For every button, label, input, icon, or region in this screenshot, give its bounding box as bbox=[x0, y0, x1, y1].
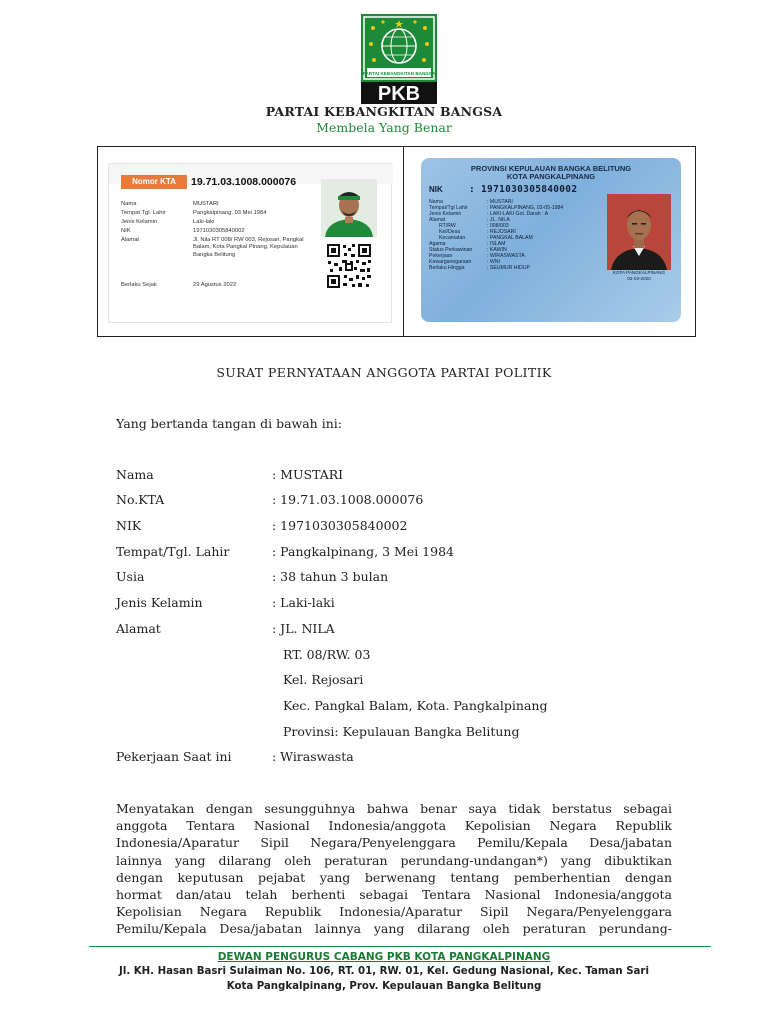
field-label: Jenis Kelamin bbox=[116, 595, 203, 610]
kta-row bbox=[121, 219, 321, 226]
ktp-row-key: RT/RW bbox=[439, 223, 456, 229]
statement-line: anggota Tentara Nasional Indonesia/anggota Kepolisian Negara Republik bbox=[116, 818, 672, 834]
field-value: : 19.71.03.1008.000076 bbox=[272, 492, 424, 507]
ktp-row-key: Jenis Kelamin bbox=[429, 211, 462, 217]
ktp-row bbox=[429, 265, 609, 271]
kta-row-key: Jenis Kelamin bbox=[121, 219, 158, 225]
address-line: RT. 08/RW. 03 bbox=[283, 647, 371, 662]
kta-row bbox=[121, 228, 321, 235]
ktp-row-value: : JL. NILA bbox=[487, 217, 510, 223]
statement-line: hormat dan/atau telah berhenti sebagai Tentara Nasional Indonesia/anggota bbox=[116, 887, 672, 903]
ktp-row-key: Kewarganegaraan bbox=[429, 259, 472, 265]
ktp-row-value: : SEUMUR HIDUP bbox=[487, 265, 530, 271]
ktp-row-key: Pekerjaan bbox=[429, 253, 453, 259]
ktp-row-key: Berlaku Hingga bbox=[429, 265, 465, 271]
statement-line: Indonesia/Aparatur Sipil Negara/Penyelenggara Pemilu/Kepala Desa/jabatan bbox=[116, 835, 672, 851]
party-slogan: Membela Yang Benar bbox=[316, 120, 452, 135]
kta-row-value: Pangkalpinang, 03 Mei 1984 bbox=[193, 210, 267, 216]
kta-row-key: Berlaku Sejak bbox=[121, 282, 157, 288]
address-line: Provinsi: Kepulauan Bangka Belitung bbox=[283, 724, 520, 739]
kta-row-value: Jl. Nila RT 008/ RW 003, Rejosari, Pangkal Balam, Kota Pangkal Pinang, Kepulauan Bangka Belitung bbox=[193, 237, 304, 258]
kta-label: Nomor KTA bbox=[121, 175, 187, 189]
kta-row-key: Alamat bbox=[121, 237, 140, 243]
field-label: Alamat bbox=[116, 621, 161, 636]
ktp-row-key: Kel/Desa bbox=[439, 229, 461, 235]
ktp-row-value: : MUSTARI bbox=[487, 199, 513, 205]
ktp-row-value: : REJOSARI bbox=[487, 229, 516, 235]
ktp-row-key: Alamat bbox=[429, 217, 446, 223]
document-title: SURAT PERNYATAAN ANGGOTA PARTAI POLITIK bbox=[216, 365, 552, 380]
statement-line: lainnya yang dilarang oleh peraturan perundang-undangan*) yang dibuktikan bbox=[116, 852, 672, 868]
kta-row bbox=[121, 210, 321, 217]
footer-address-line2: Kota Pangkalpinang, Prov. Kepulauan Bangka Belitung bbox=[226, 981, 542, 992]
ktp-card bbox=[421, 158, 681, 322]
kta-card bbox=[108, 163, 392, 323]
ktp-row-key: Kecamatan bbox=[439, 235, 466, 241]
statement-line: dengan keputusan pejabat yang berwenang tentang pemberhentian dengan bbox=[116, 869, 672, 885]
kta-row bbox=[121, 201, 321, 208]
field-value: : 1971030305840002 bbox=[272, 518, 408, 533]
ktp-photo bbox=[607, 194, 671, 270]
frame-divider bbox=[403, 146, 404, 337]
footer-org: DEWAN PENGURUS CABANG PKB KOTA PANGKALPINANG bbox=[217, 951, 551, 963]
ktp-row-value: : WIRASWASTA bbox=[487, 253, 525, 259]
logo-small-text: PARTAI KEBANGKITAN BANGSA bbox=[362, 71, 436, 76]
field-value: : 38 tahun 3 bulan bbox=[272, 569, 389, 584]
ktp-row-value: : 008/003 bbox=[487, 223, 509, 229]
field-label: NIK bbox=[116, 518, 142, 533]
intro-text: Yang bertanda tangan di bawah ini: bbox=[116, 416, 342, 431]
ktp-row-value: : WNI bbox=[487, 259, 500, 265]
kta-row-value: 1971030305840002 bbox=[193, 228, 245, 234]
ktp-row-value: : KAWIN bbox=[487, 247, 507, 253]
address-line: Kel. Rejosari bbox=[283, 672, 364, 687]
kta-row-key: NIK bbox=[121, 228, 131, 234]
field-label: Tempat/Tgl. Lahir bbox=[116, 544, 230, 559]
statement-line: Pemilu/Kepala Desa/jabatan lainnya yang dilarang oleh peraturan perundang- bbox=[116, 921, 672, 937]
ktp-nik-label: NIK bbox=[429, 185, 443, 194]
footer-divider bbox=[89, 946, 711, 947]
kta-row-value: Laki-laki bbox=[193, 219, 215, 225]
statement-line: Menyatakan dengan sesungguhnya bahwa benar saya tidak berstatus sebagai bbox=[116, 801, 672, 816]
pkb-logo bbox=[361, 14, 437, 104]
ktp-issue-block bbox=[607, 270, 671, 281]
field-value: : JL. NILA bbox=[272, 621, 335, 636]
ktp-row-key: Status Perkawinan bbox=[429, 247, 473, 253]
ktp-row-value: : PANGKALPINANG, 03-05-1984 bbox=[487, 205, 564, 211]
ktp-row-key: Tempat/Tgl Lahir bbox=[429, 205, 468, 211]
ktp-row-key: Nama bbox=[429, 199, 443, 205]
field-label: Usia bbox=[116, 569, 145, 584]
ktp-row-value: : LAKI-LAKI Gol. Darah : A bbox=[487, 211, 549, 217]
logo-text: PKB bbox=[377, 83, 421, 104]
ktp-row-value: : PANGKAL BALAM bbox=[487, 235, 533, 241]
field-label: Nama bbox=[116, 467, 154, 482]
ktp-province: PROVINSI KEPULAUAN BANGKA BELITUNG bbox=[470, 164, 632, 173]
kta-row bbox=[121, 282, 321, 289]
occupation-value: : Wiraswasta bbox=[272, 749, 354, 764]
ktp-issue-city: KOTA PANGKALPINANG bbox=[612, 270, 666, 275]
ktp-city: KOTA PANGKALPINANG bbox=[506, 172, 596, 181]
statement-paragraph bbox=[116, 800, 672, 938]
field-label: No.KTA bbox=[116, 492, 165, 507]
ktp-row-value: : ISLAM bbox=[487, 241, 506, 247]
kta-row bbox=[121, 237, 321, 259]
party-name: PARTAI KEBANGKITAN BANGSA bbox=[265, 104, 503, 119]
statement-line: Kepolisian Negara Republik Indonesia/Aparatur Sipil Negara/Penyelenggara bbox=[116, 904, 672, 920]
address-line: Kec. Pangkal Balam, Kota. Pangkalpinang bbox=[283, 698, 548, 713]
occupation-label: Pekerjaan Saat ini bbox=[116, 749, 232, 764]
kta-number: 19.71.03.1008.000076 bbox=[191, 176, 297, 188]
kta-row-value: 29 Agustus 2022 bbox=[193, 282, 237, 288]
kta-member-photo bbox=[321, 179, 377, 237]
kta-row-key: Tempat Tgl. Lahir bbox=[121, 210, 166, 216]
field-value: : Laki-laki bbox=[272, 595, 335, 610]
field-value: : Pangkalpinang, 3 Mei 1984 bbox=[272, 544, 454, 559]
kta-row-value: MUSTARI bbox=[193, 201, 219, 207]
ktp-issue-date: 02-03-2020 bbox=[627, 275, 651, 281]
ktp-row-key: Agama bbox=[429, 241, 446, 247]
ktp-nik: : 1971030305840002 bbox=[469, 184, 578, 195]
footer-address-line1: Jl. KH. Hasan Basri Sulaiman No. 106, RT. 01, RW. 01, Kel. Gedung Nasional, Kec. Taman Sari bbox=[119, 966, 649, 977]
kta-row-key: Nama bbox=[121, 201, 137, 207]
field-value: : MUSTARI bbox=[272, 467, 344, 482]
qr-code bbox=[325, 242, 373, 290]
